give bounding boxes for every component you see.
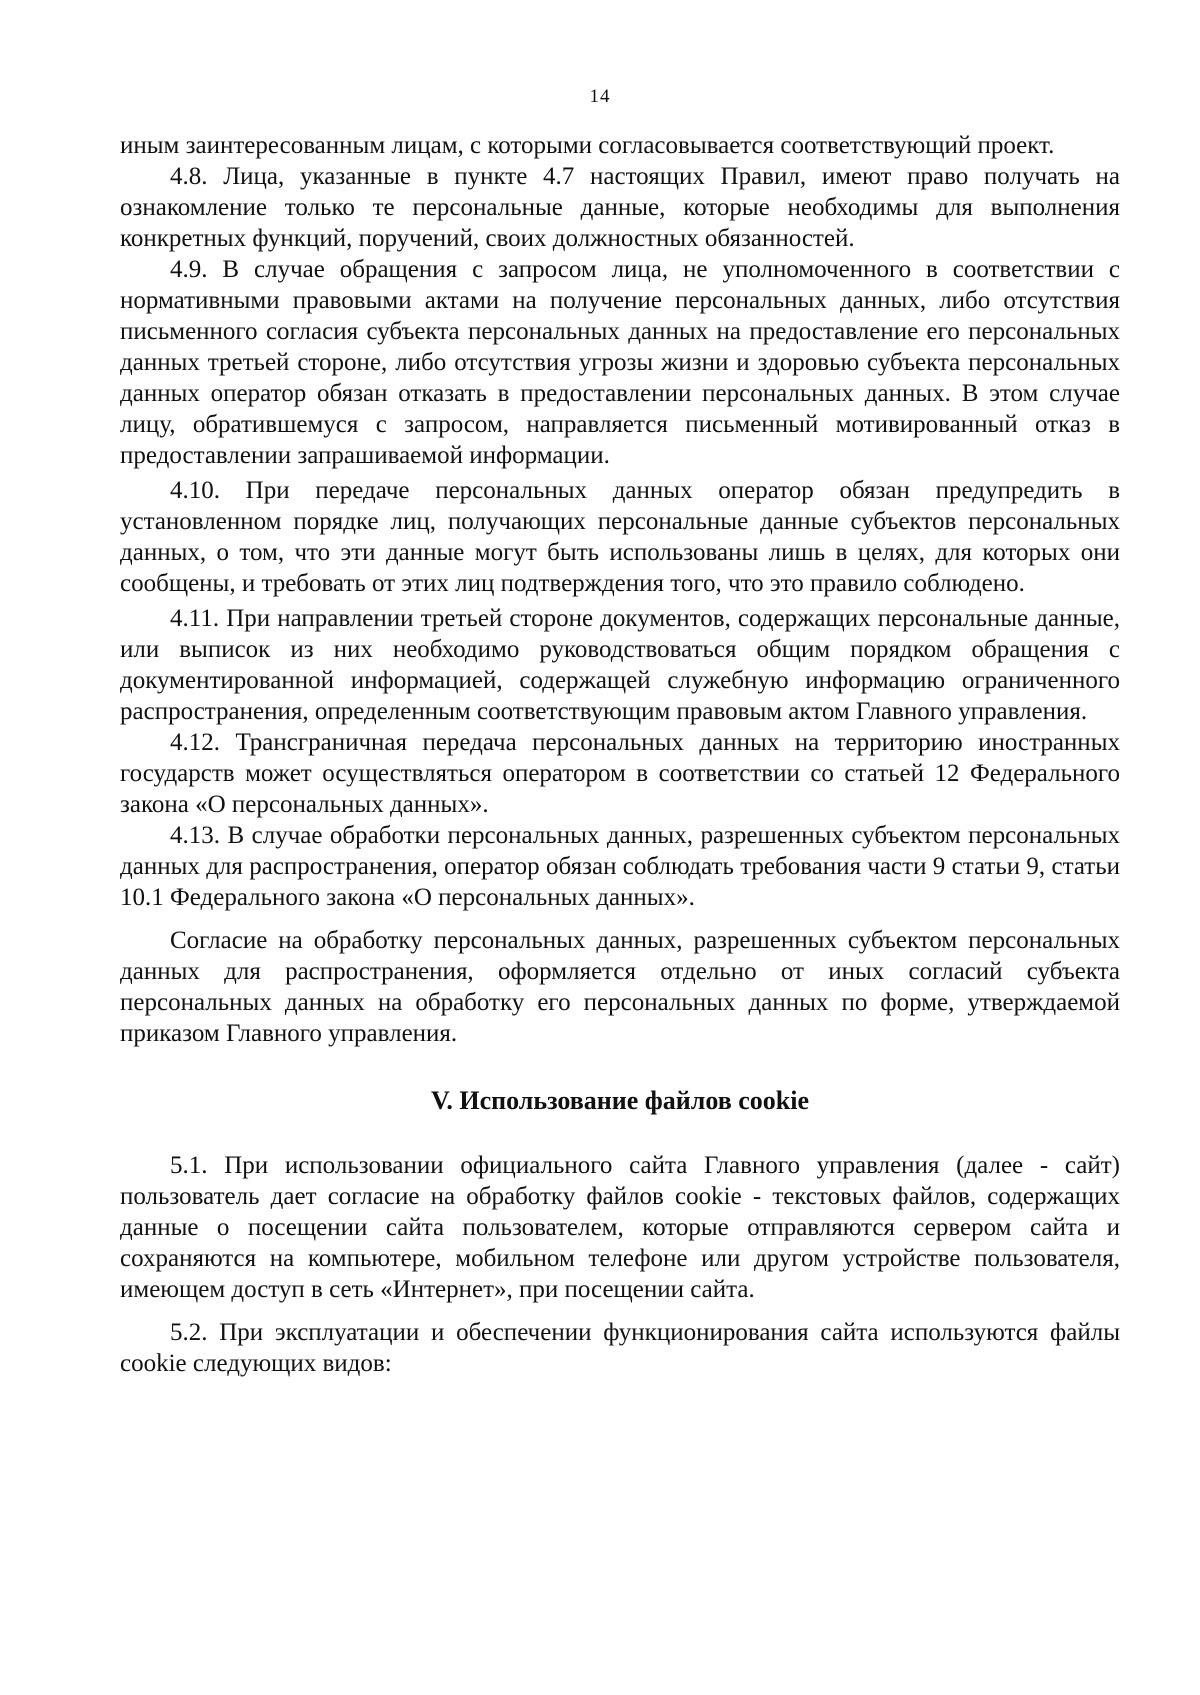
- paragraph-5-1: 5.1. При использовании официального сайта Главного управления (далее - сайт) пользователь дает согласие на обработку файлов cookie - текстовых файлов, содержащих данные о посещении сайта пользователем, которые отправляются сервером сайта и сохраняются на компьютере, мобильном телефоне или другом устройстве пользователя, имеющем доступ в сеть «Интернет», при посещении сайта.: [120, 1152, 1120, 1303]
- section-title: V. Использование файлов cookie: [430, 1086, 810, 1115]
- paragraph-continuation: иным заинтересованным лицам, с которыми согласовывается соответствующий проект.: [120, 132, 1055, 159]
- paragraph-consent: Согласие на обработку персональных данных, разрешенных субъектом персональных данных для распространения, оформляется отдельно от иных согласий субъекта персональных данных на обработку его персональных данных по форме, утверждаемой приказом Главного управления.: [120, 927, 1120, 1047]
- paragraph-5-2: 5.2. При эксплуатации и обеспечении функционирования сайта используются файлы cookie следующих видов:: [120, 1319, 1120, 1377]
- paragraph-4-8: 4.8. Лица, указанные в пункте 4.7 настоящих Правил, имеют право получать на ознакомление только те персональные данные, которые необходимы для выполнения конкретных функций, поручений, своих должностных обязанностей.: [120, 163, 1120, 252]
- paragraph-4-9: 4.9. В случае обращения с запросом лица, не уполномоченного в соответствии с нормативными правовыми актами на получение персональных данных, либо отсутствия письменного согласия субъекта персональных данных на предоставление его персональных данных третьей стороне, либо отсутствия угрозы жизни и здоровью субъекта персональных данных оператор обязан отказать в предоставлении персональных данных. В этом случае лицу, обратившемуся с запросом, направляется письменный мотивированный отказ в предоставлении запрашиваемой информации.: [120, 256, 1120, 469]
- document-body: [120, 130, 1120, 1379]
- paragraph-4-10: 4.10. При передаче персональных данных оператор обязан предупредить в установленном порядке лиц, получающих персональные данные субъектов персональных данных, о том, что эти данные могут быть использованы лишь в целях, для которых они сообщены, и требовать от этих лиц подтверждения того, что это правило соблюдено.: [120, 477, 1120, 597]
- page-number: 14: [589, 86, 611, 107]
- paragraph-4-12: 4.12. Трансграничная передача персональных данных на территорию иностранных государств может осуществляться оператором в соответствии со статьей 12 Федерального закона «О персональных данных».: [120, 729, 1120, 818]
- paragraph-4-13: 4.13. В случае обработки персональных данных, разрешенных субъектом персональных данных для распространения, оператор обязан соблюдать требования части 9 статьи 9, статьи 10.1 Федерального закона «О персональных данных».: [120, 822, 1120, 911]
- paragraph-4-11: 4.11. При направлении третьей стороне документов, содержащих персональные данные, или выписок из них необходимо руководствоваться общим порядком обращения с документированной информацией, содержащей служебную информацию ограниченного распространения, определенным соответствующим правовым актом Главного управления.: [120, 605, 1120, 725]
